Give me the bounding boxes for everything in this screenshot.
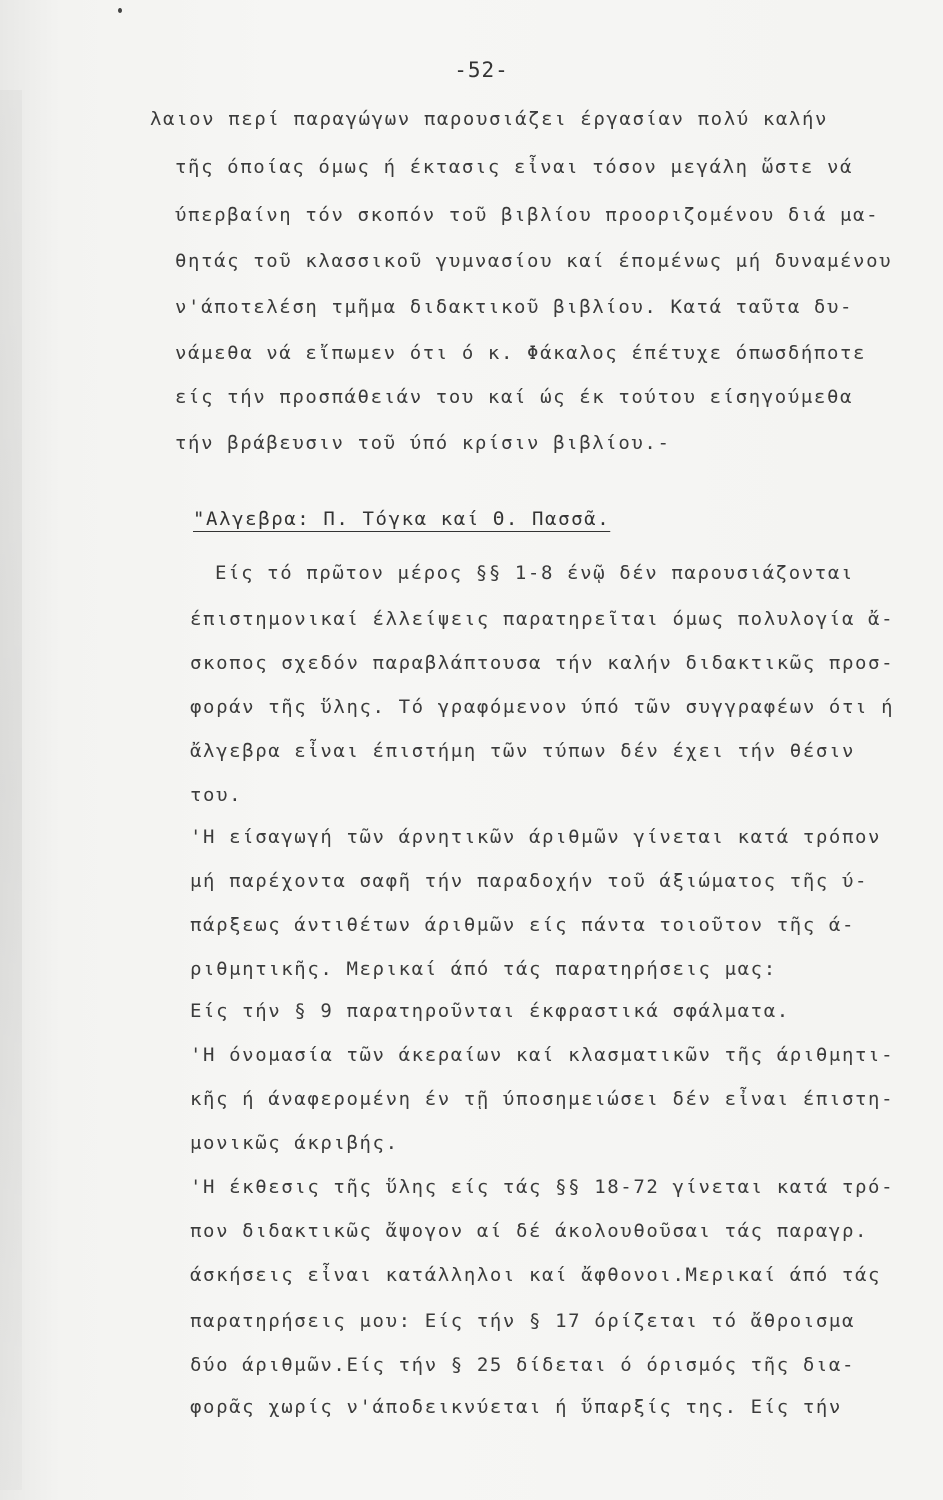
text-line: δύο άριθμῶν.Είς τήν § 25 δίδεται ό όρισμός τῆς δια-	[190, 1354, 855, 1376]
text-line: φοράν τῆς ὕλης. Τό γραφόμενον ύπό τῶν συγγραφέων ότι ή	[190, 696, 895, 718]
text-line: παρατηρήσεις μου: Είς τήν § 17 όρίζεται τό ἄθροισμα	[190, 1310, 855, 1332]
ink-speck	[118, 8, 122, 13]
text-line: τήν βράβευσιν τοῦ ύπό κρίσιν βιβλίου.-	[175, 432, 671, 454]
text-line: 'Η όνομασία τῶν άκεραίων καί κλασματικῶν τῆς άριθμητι-	[190, 1044, 895, 1066]
scan-margin-shadow	[0, 90, 22, 1490]
text-line: πον διδακτικῶς ἄψογον αί δέ άκολουθοῦσαι τάς παραγρ.	[190, 1220, 869, 1242]
text-line: μή παρέχοντα σαφῆ τήν παραδοχήν τοῦ άξιώματος τῆς ύ-	[190, 870, 869, 892]
text-line: άσκήσεις εἶναι κατάλληλοι καί ἄφθονοι.Μερικαί άπό τάς	[190, 1264, 882, 1286]
text-line: σκοπος σχεδόν παραβλάπτουσα τήν καλήν διδακτικῶς προσ-	[190, 652, 895, 674]
section-heading: "Αλγεβρα: Π. Τόγκα καί Θ. Πασσᾶ.	[193, 508, 611, 530]
text-line: ν'άποτελέση τμῆμα διδακτικοῦ βιβλίου. Κατά ταῦτα δυ-	[175, 296, 854, 318]
text-line: τῆς όποίας όμως ή έκτασις εἶναι τόσον μεγάλη ὥστε νά	[175, 156, 854, 178]
text-line: 'Η έκθεσις τῆς ὕλης είς τάς §§ 18-72 γίνεται κατά τρό-	[190, 1176, 895, 1198]
text-line: είς τήν προσπάθειάν του καί ώς έκ τούτου είσηγούμεθα	[175, 386, 854, 408]
text-line: νάμεθα νά εἴπωμεν ότι ό κ. Φάκαλος έπέτυχε όπωσδήποτε	[175, 342, 867, 364]
text-line: του.	[190, 784, 243, 806]
text-line: κῆς ή άναφερομένη έν τῇ ύποσημειώσει δέν εἶναι έπιστη-	[190, 1088, 895, 1110]
text-line: ριθμητικῆς. Μερικαί άπό τάς παρατηρήσεις μας:	[190, 958, 777, 980]
text-line: πάρξεως άντιθέτων άριθμῶν είς πάντα τοιοῦτον τῆς ά-	[190, 914, 855, 936]
page-number: -52-	[454, 58, 509, 82]
text-line: Είς τό πρῶτον μέρος §§ 1-8 ένῷ δέν παρουσιάζονται	[215, 562, 854, 584]
text-line: ἄλγεβρα εἶναι έπιστήμη τῶν τύπων δέν έχει τήν θέσιν	[190, 740, 855, 762]
text-line: φορᾶς χωρίς ν'άποδεικνύεται ή ὕπαρξίς της. Είς τήν	[190, 1396, 842, 1418]
text-line: έπιστημονικαί έλλείψεις παρατηρεῖται όμως πολυλογία ἄ-	[190, 608, 895, 630]
text-line: μονικῶς άκριβής.	[190, 1132, 399, 1154]
text-line: 'Η είσαγωγή τῶν άρνητικῶν άριθμῶν γίνεται κατά τρόπον	[190, 826, 882, 848]
text-line: λαιον περί παραγώγων παρουσιάζει έργασίαν πολύ καλήν	[150, 108, 829, 130]
text-line: θητάς τοῦ κλασσικοῦ γυμνασίου καί έπομένως μή δυναμένου	[175, 250, 893, 272]
text-line: ύπερβαίνη τόν σκοπόν τοῦ βιβλίου προοριζομένου διά μα-	[175, 204, 880, 226]
text-line: Είς τήν § 9 παρατηροῦνται έκφραστικά σφάλματα.	[190, 1000, 790, 1022]
